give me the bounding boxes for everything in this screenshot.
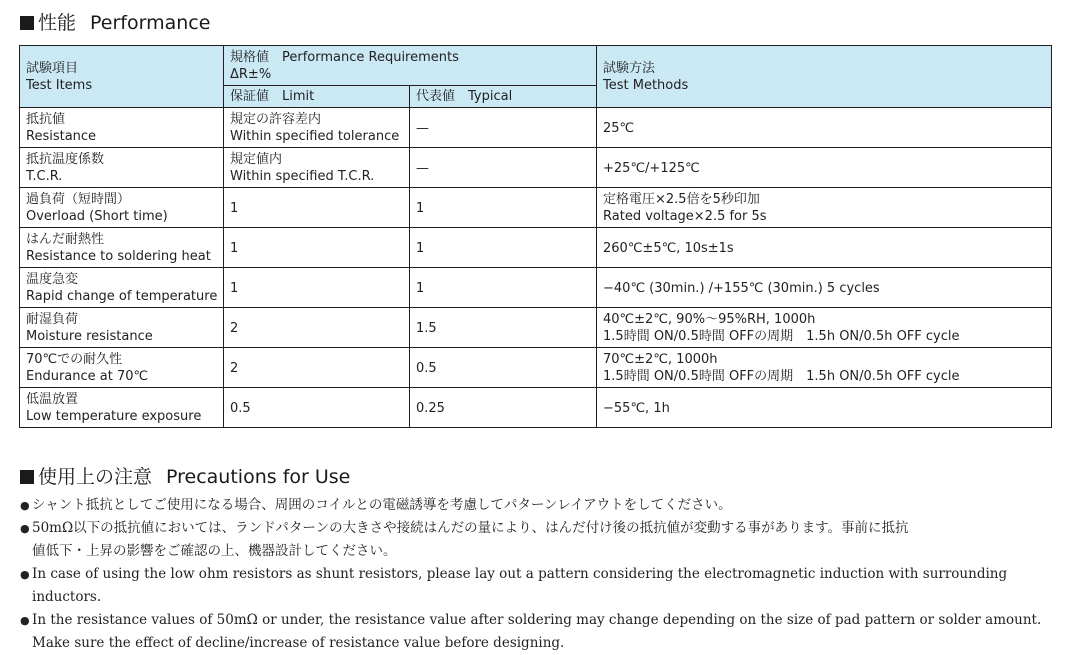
header-test-items-en: Test Items: [26, 77, 93, 93]
list-item: ● シャント抵抗としてご使用になる場合、周囲のコイルとの電磁誘導を考慮してパターンレイアウトをしてください。: [20, 494, 1060, 517]
cell-method: −40℃ (30min.) /+155℃ (30min.) 5 cycles: [597, 268, 1052, 308]
cell-method: 25℃: [597, 108, 1052, 148]
performance-heading: [20, 8, 210, 35]
square-bullet-icon: [20, 16, 34, 30]
table-row: [20, 268, 1052, 308]
table-row: [20, 148, 1052, 188]
performance-title-en: Performance: [90, 12, 211, 34]
table-row: [20, 308, 1052, 348]
cell-test-item: 耐湿負荷 Moisture resistance: [20, 308, 224, 348]
bullet-icon: ●: [20, 568, 30, 581]
header-test-items-jp: 試験項目: [26, 60, 79, 76]
cell-test-item: 70℃での耐久性 Endurance at 70℃: [20, 348, 224, 388]
list-item: ● In the resistance values of 50mΩ or under, the resistance value after soldering may change depending on the size of pad pattern or solder amount. Make sure the effect of decline/increase of resistance value before designing.: [20, 609, 1060, 655]
table-header-row: [20, 46, 1052, 86]
bullet-icon: ●: [20, 499, 30, 512]
cell-test-item: 過負荷（短時間） Overload (Short time): [20, 188, 224, 228]
cell-typical: 1.5: [410, 308, 597, 348]
list-item: ● In case of using the low ohm resistors as shunt resistors, please lay out a pattern considering the electromagnetic induction with surrounding inductors.: [20, 563, 1060, 609]
cell-test-item: 低温放置 Low temperature exposure: [20, 388, 224, 428]
cell-test-item: はんだ耐熱性 Resistance to soldering heat: [20, 228, 224, 268]
precautions-list: [20, 494, 1060, 655]
table-row: [20, 188, 1052, 228]
cell-method: 40℃±2℃, 90%〜95%RH, 1000h 1.5時間 ON/0.5時間 OFFの周期 1.5h ON/0.5h OFF cycle: [597, 308, 1052, 348]
cell-method: 70℃±2℃, 1000h 1.5時間 ON/0.5時間 OFFの周期 1.5h ON/0.5h OFF cycle: [597, 348, 1052, 388]
cell-limit: 1: [224, 268, 410, 308]
cell-typical: 1: [410, 228, 597, 268]
header-typical: 代表値 Typical: [410, 86, 597, 108]
cell-test-item: 抵抗温度係数 T.C.R.: [20, 148, 224, 188]
header-methods-en: Test Methods: [603, 77, 689, 93]
bullet-icon: ●: [20, 614, 30, 627]
cell-typical: 1: [410, 268, 597, 308]
cell-limit: 2: [224, 308, 410, 348]
precautions-heading: [20, 462, 350, 489]
square-bullet-icon: [20, 470, 34, 484]
cell-test-item: 温度急変 Rapid change of temperature: [20, 268, 224, 308]
table-row: [20, 108, 1052, 148]
performance-table: [19, 45, 1052, 428]
cell-method: −55℃, 1h: [597, 388, 1052, 428]
header-requirements: [224, 46, 597, 86]
cell-typical: 0.25: [410, 388, 597, 428]
cell-limit: 規定値内 Within specified T.C.R.: [224, 148, 410, 188]
header-requirements-line2: ΔR±%: [230, 66, 272, 82]
cell-method: 260℃±5℃, 10s±1s: [597, 228, 1052, 268]
cell-limit: 2: [224, 348, 410, 388]
cell-typical: 0.5: [410, 348, 597, 388]
cell-method: 定格電圧×2.5倍を5秒印加 Rated voltage×2.5 for 5s: [597, 188, 1052, 228]
cell-test-item: 抵抗値 Resistance: [20, 108, 224, 148]
performance-title-jp: 性能: [38, 12, 77, 34]
table-row: [20, 348, 1052, 388]
cell-typical: —: [410, 148, 597, 188]
precautions-title-jp: 使用上の注意: [38, 466, 153, 488]
table-row: [20, 388, 1052, 428]
cell-limit: 0.5: [224, 388, 410, 428]
list-item: ● 50mΩ以下の抵抗値においては、ランドパターンの大きさや接続はんだの量により、はんだ付け後の抵抗値が変動する事があります。事前に抵抗 値低下・上昇の影響をご確認の上、機器設計してください。: [20, 517, 1060, 563]
cell-typical: —: [410, 108, 597, 148]
header-test-methods: [597, 46, 1052, 108]
table-row: [20, 228, 1052, 268]
cell-typical: 1: [410, 188, 597, 228]
cell-limit: 1: [224, 188, 410, 228]
cell-limit: 1: [224, 228, 410, 268]
header-requirements-line1: 規格値 Performance Requirements: [230, 49, 459, 65]
bullet-icon: ●: [20, 522, 30, 535]
header-limit: 保証値 Limit: [224, 86, 410, 108]
header-test-items: [20, 46, 224, 108]
precautions-title-en: Precautions for Use: [166, 466, 351, 488]
cell-limit: 規定の許容差内 Within specified tolerance: [224, 108, 410, 148]
header-methods-jp: 試験方法: [603, 60, 656, 76]
cell-method: +25℃/+125℃: [597, 148, 1052, 188]
